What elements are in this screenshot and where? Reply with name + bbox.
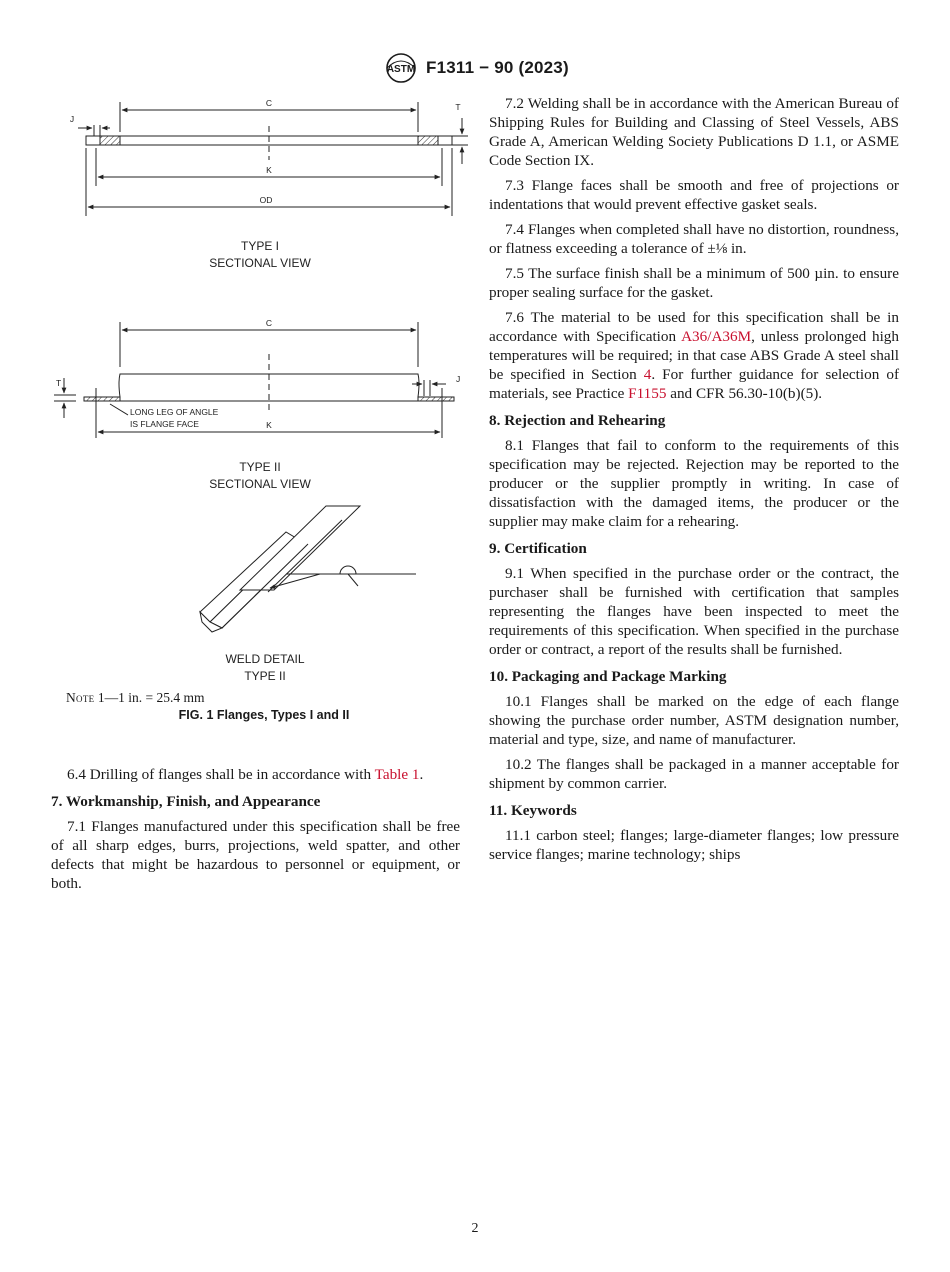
document-designation: F1311 − 90 (2023) (426, 58, 569, 77)
paragraph-10-2: 10.2 The flanges shall be packaged in a manner acceptable for shipment by common carrier. (489, 756, 899, 792)
section-11-heading: 11. Keywords (489, 802, 577, 819)
paragraph-7-2: 7.2 Welding shall be in accordance with the American Bureau of Shipping Rules for Building and Classing of Steel Vessels, ABS Grade A, American Welding Society Publications D 1.1, or ASME Code Section IX. (489, 95, 899, 169)
figure-note: Note 1—1 in. = 25.4 mm (66, 690, 205, 705)
page-number: 2 (471, 1221, 479, 1236)
paragraph-7-3: 7.3 Flange faces shall be smooth and free of projections or indentations that would prevent effective gasket seals. (489, 177, 899, 213)
figure-flanges (50, 92, 470, 742)
section-8-heading: 8. Rejection and Rehearing (489, 412, 666, 429)
weld-detail-drawing (200, 506, 416, 632)
svg-text:ASTM: ASTM (386, 64, 416, 75)
link-f1155[interactable]: F1155 (628, 385, 667, 402)
type2-dim-k: K (266, 420, 272, 430)
link-table-1[interactable]: Table 1 (374, 766, 420, 783)
type2-leader-line2: IS FLANGE FACE (130, 419, 199, 429)
paragraph-7-5: 7.5 The surface finish shall be a minimum of 500 µin. to ensure proper sealing surface for the gasket. (489, 265, 899, 301)
paragraph-7-6: 7.6 The material to be used for this specification shall be in accordance with Specification A36/A36M, unless prolonged high temperatures will be required; in that case ABS Grade A steel shall be specified in Section 4. For further guidance for selection of materials, see Practice F1155 and CFR 56.30-10(b)(5). (489, 309, 900, 402)
type2-label: TYPE II SECTIONAL VIEW (209, 460, 311, 491)
left-column (51, 765, 460, 899)
type1-dim-k: K (266, 165, 272, 175)
paragraph-10-1: 10.1 Flanges shall be marked on the edge of each flange showing the purchase order number, ASTM designation number, material and type, size, and name of manufacturer. (489, 693, 899, 748)
flange-drawings (50, 92, 470, 692)
type1-dim-j: J (69, 114, 75, 124)
paragraph-9-1: 9.1 When specified in the purchase order or the contract, the purchaser shall be furnished with certification that samples representing the flanges have been inspected to meet the requirements of this specification. When specified in the purchase order or contract, a report of the results shall be furnished. (489, 565, 899, 658)
page-header (0, 50, 950, 86)
paragraph-8-1: 8.1 Flanges that fail to conform to the requirements of this specification may be rejected. Rejection may be reported to the producer or the supplier promptly in writing. In case of dissatisfaction with the damaged items, the producer or the supplier may make claim for a rehearing. (489, 437, 899, 530)
type1-dim-od: OD (259, 195, 273, 205)
paragraph-7-4: 7.4 Flanges when completed shall have no distortion, roundness, or flatness exceeding a tolerance of ±⅛ in. (489, 221, 899, 257)
weld-detail-label: WELD DETAIL TYPE II (225, 652, 305, 683)
type1-sectional-view (78, 102, 468, 216)
link-section-4[interactable]: 4 (643, 366, 652, 383)
type2-dim-j: J (456, 374, 461, 384)
section-9-heading: 9. Certification (489, 540, 587, 557)
right-column (489, 94, 899, 870)
figure-caption: FIG. 1 Flanges, Types I and II (178, 708, 350, 722)
section-10-heading: 10. Packaging and Package Marking (489, 668, 727, 685)
astm-logo-icon (381, 50, 421, 86)
type1-dim-c: C (265, 98, 273, 108)
type2-dim-c: C (265, 318, 273, 328)
type1-dim-t: T (455, 102, 461, 112)
link-a36[interactable]: A36/A36M (681, 328, 752, 345)
type2-dim-t: T (56, 378, 62, 388)
paragraph-11-1: 11.1 carbon steel; flanges; large-diameter flanges; low pressure service flanges; marine technology; ships (489, 827, 899, 863)
paragraph-7-1: 7.1 Flanges manufactured under this specification shall be free of all sharp edges, burrs, projections, weld spatter, and other defects that might be hazardous to personnel or equipment, or both. (51, 818, 460, 892)
type2-sectional-view (54, 322, 454, 438)
type2-leader-line1: LONG LEG OF ANGLE (130, 407, 219, 417)
paragraph-6-4: 6.4 Drilling of flanges shall be in accordance with Table 1. (67, 766, 424, 783)
type1-label: TYPE I SECTIONAL VIEW (209, 239, 311, 270)
section-7-heading: 7. Workmanship, Finish, and Appearance (51, 793, 321, 810)
